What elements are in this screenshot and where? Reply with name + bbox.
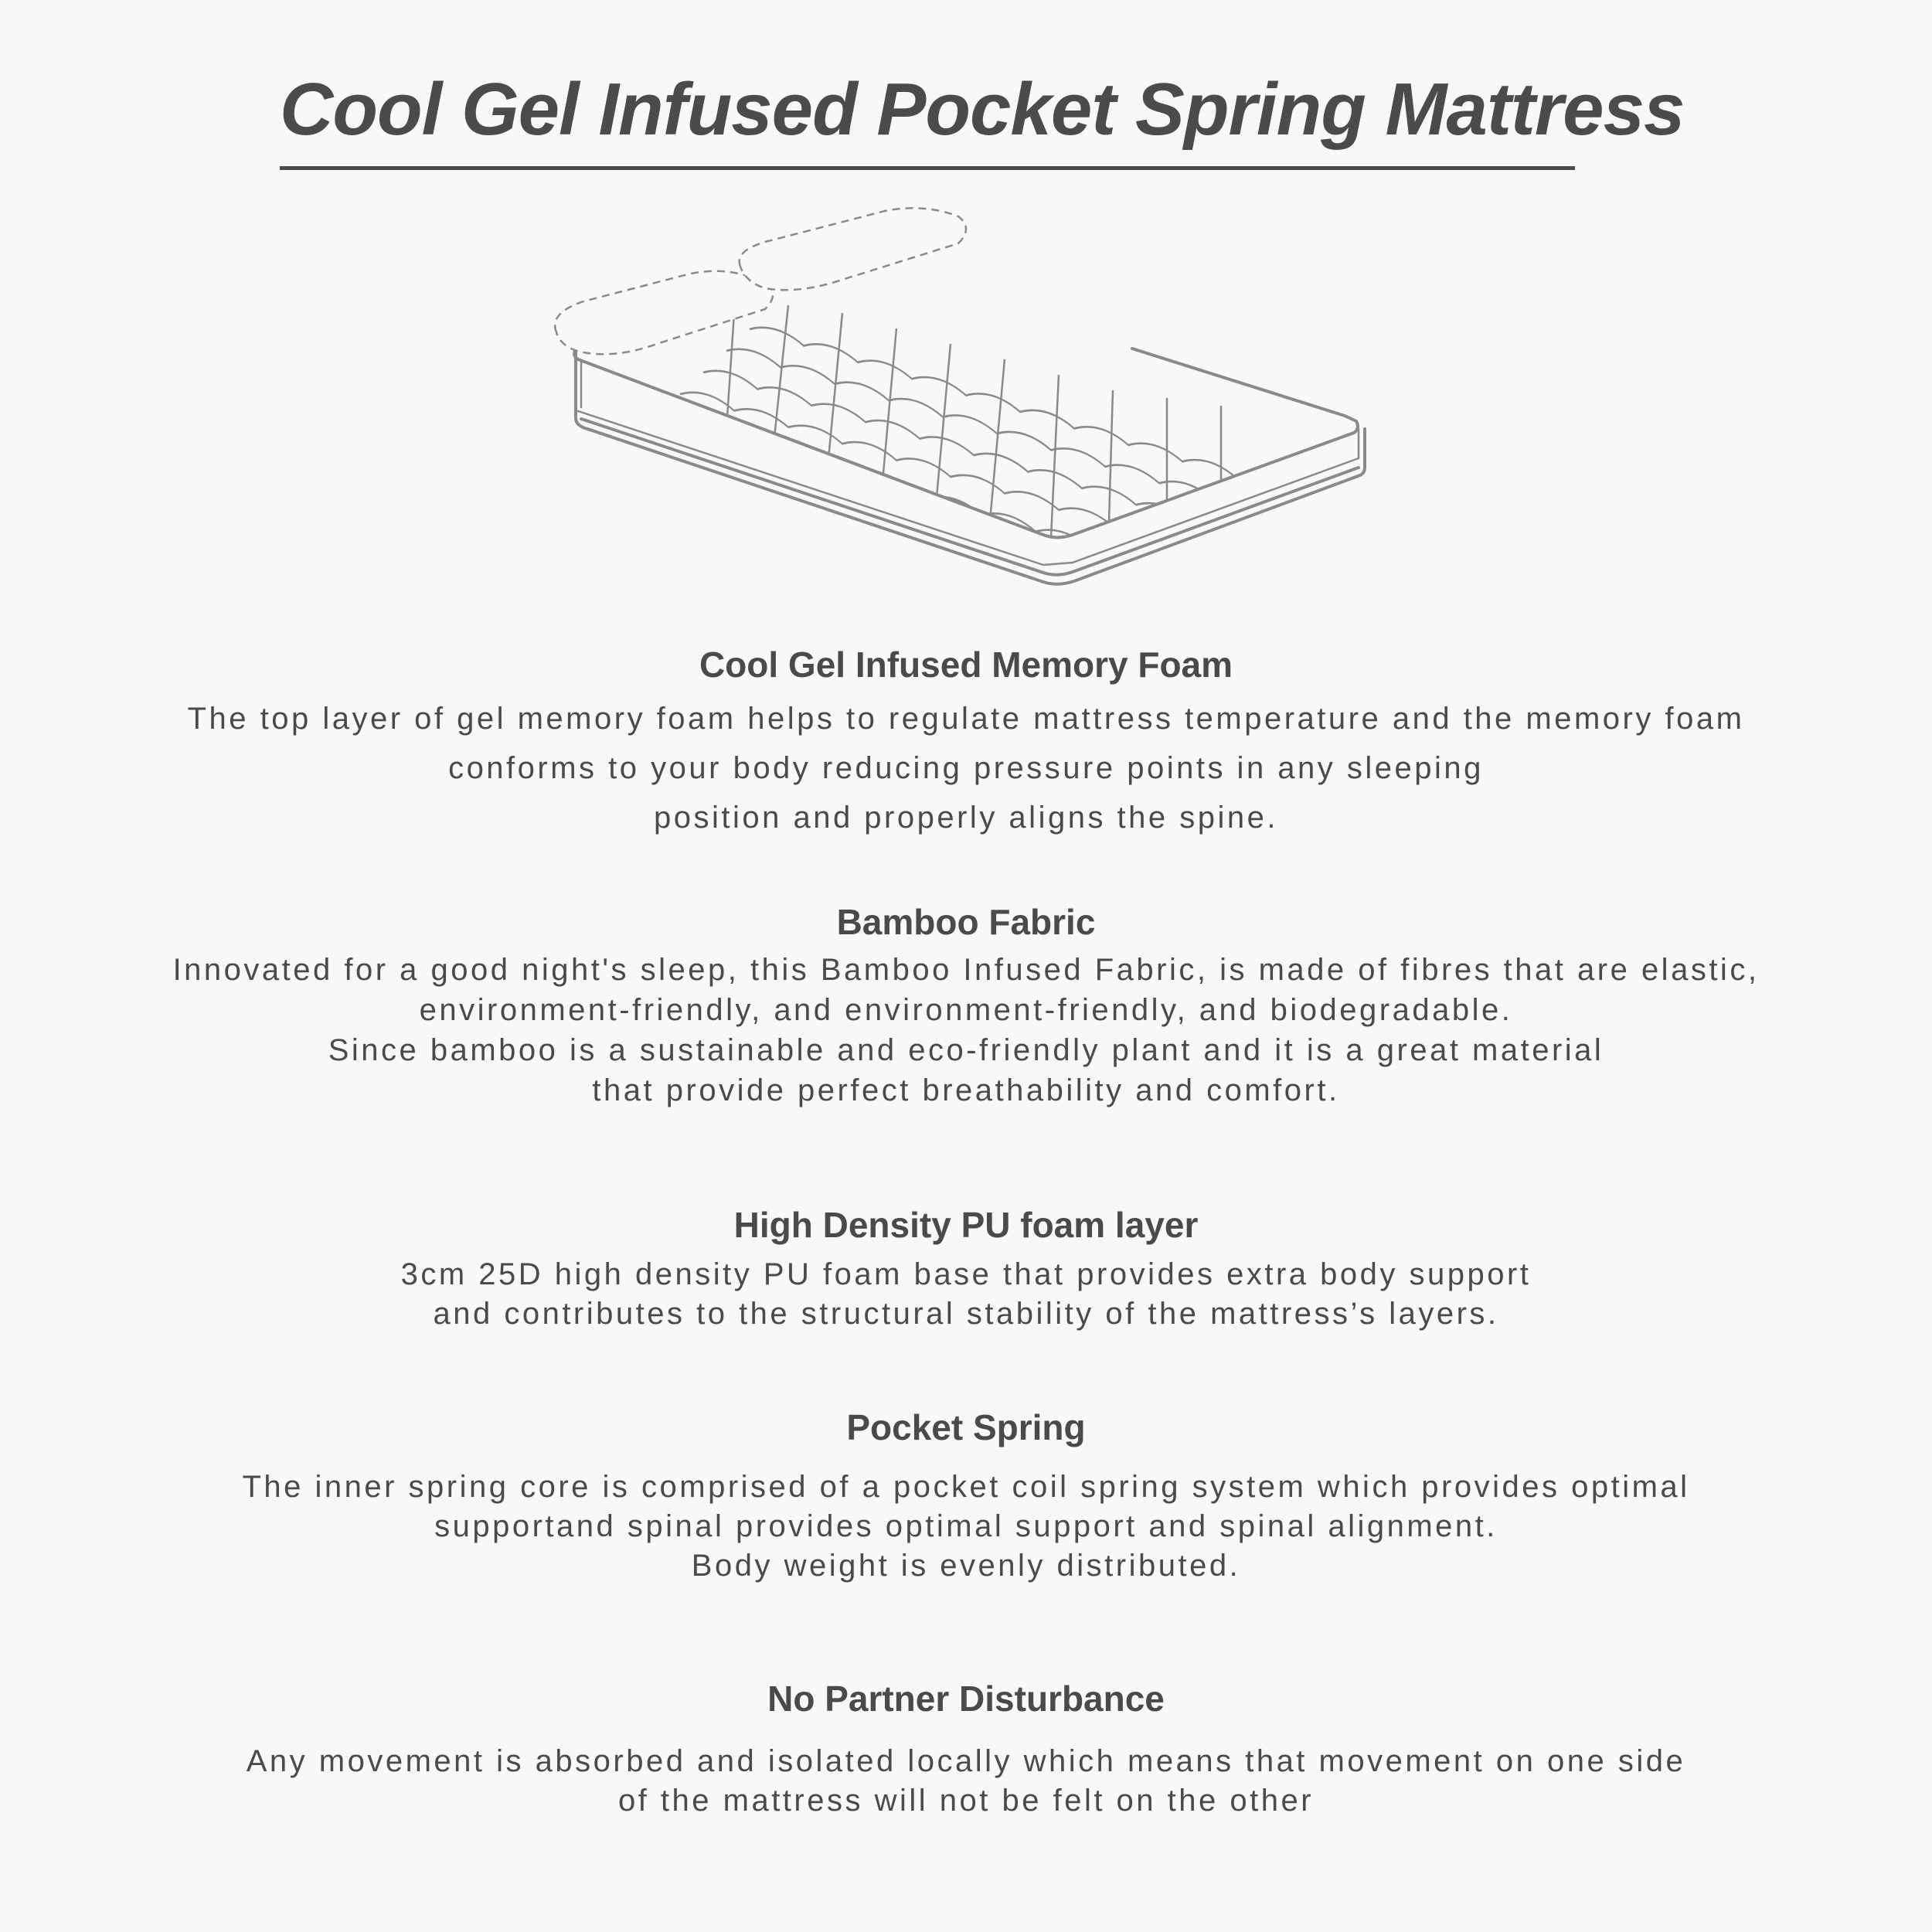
section-text-line: supportand spinal provides optimal support and spinal alignment. — [434, 1509, 1498, 1543]
section-text-line: Since bamboo is a sustainable and eco-friendly plant and it is a great material — [328, 1033, 1604, 1067]
section-memory-foam — [0, 641, 1932, 842]
section-heading: Cool Gel Infused Memory Foam — [699, 645, 1233, 685]
section-text-line: of the mattress will not be felt on the other — [617, 1784, 1315, 1818]
title-underline — [280, 166, 1575, 170]
section-text-line: Any movement is absorbed and isolated locally which means that movement on one side — [246, 1744, 1686, 1778]
section-text-line: position and properly aligns the spine. — [653, 801, 1279, 835]
section-text-line: that provide perfect breathability and comfort. — [592, 1073, 1340, 1107]
section-pocket-spring — [0, 1404, 1932, 1586]
section-text-line: The inner spring core is comprised of a pocket coil spring system which provides optimal — [242, 1470, 1690, 1504]
section-text-line: environment-friendly, and environment-friendly, and biodegradable. — [419, 993, 1513, 1027]
section-heading: High Density PU foam layer — [733, 1205, 1199, 1245]
page-title: Cool Gel Infused Pocket Spring Mattress — [280, 68, 1685, 151]
section-heading: No Partner Disturbance — [767, 1679, 1165, 1719]
section-partner-disturbance — [0, 1675, 1932, 1821]
section-text-line: and contributes to the structural stability of the mattress’s layers. — [433, 1297, 1499, 1331]
section-text-line: The top layer of gel memory foam helps to regulate mattress temperature and the memory foam — [187, 702, 1745, 736]
section-bamboo-fabric — [0, 899, 1932, 1111]
section-heading: Bamboo Fabric — [836, 902, 1096, 942]
section-text-line: 3cm 25D high density PU foam base that provides extra body support — [400, 1257, 1532, 1291]
section-text-line: Body weight is evenly distributed. — [691, 1549, 1241, 1583]
section-text-line: Innovated for a good night's sleep, this Bamboo Infused Fabric, is made of fibres that are elastic, — [172, 953, 1760, 987]
mattress-with-pillows-icon — [541, 197, 1391, 599]
section-text-line: conforms to your body reducing pressure points in any sleeping — [448, 751, 1484, 785]
section-heading: Pocket Spring — [846, 1407, 1086, 1447]
section-pu-foam — [0, 1202, 1932, 1334]
